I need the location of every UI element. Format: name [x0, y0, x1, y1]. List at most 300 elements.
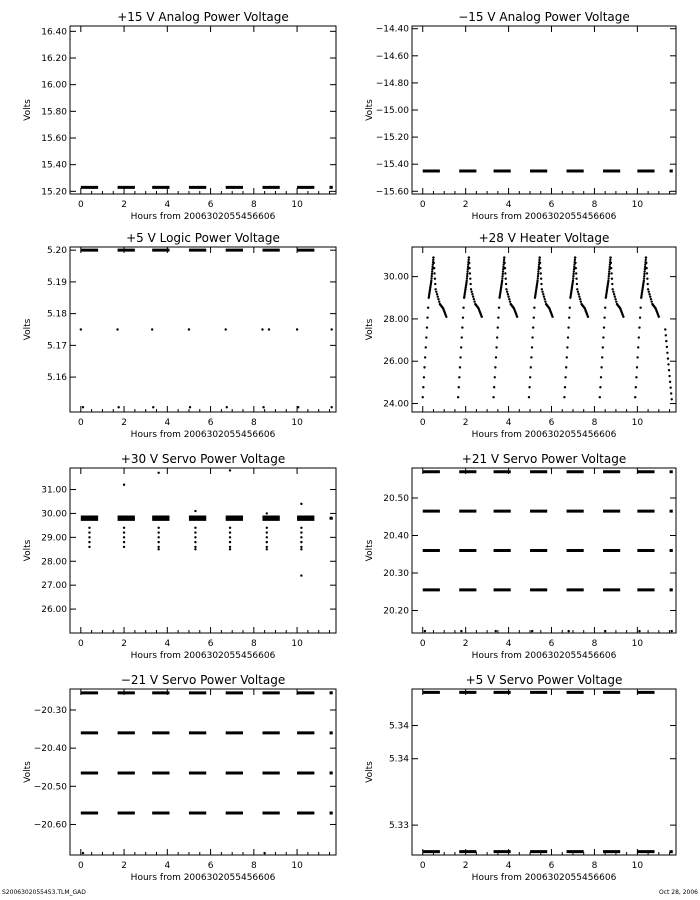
chart-panel-0 [23, 10, 336, 222]
drip-point [300, 531, 302, 533]
data-series [422, 256, 673, 400]
drip-point [88, 546, 90, 548]
heater-point [646, 272, 648, 274]
heater-point [537, 270, 539, 272]
chart-panel-5 [365, 452, 676, 661]
y-tick-label: 5.18 [46, 309, 67, 320]
heater-point [609, 259, 611, 261]
heater-point [435, 291, 437, 293]
heater-point [572, 277, 574, 279]
heater-point [437, 296, 439, 298]
heater-point [638, 336, 640, 338]
heater-point [468, 256, 470, 258]
x-tick-label: 4 [505, 418, 512, 428]
heater-point [506, 291, 508, 293]
x-tick-label: 2 [462, 418, 469, 428]
heater-point [540, 278, 542, 280]
heater-point [530, 366, 532, 368]
heater-point [647, 288, 649, 290]
heater-point [600, 366, 602, 368]
heater-point [566, 346, 568, 348]
heater-point [604, 307, 606, 309]
heater-point [503, 256, 505, 258]
heater-point [530, 356, 532, 358]
chart-title: +5 V Servo Power Voltage [465, 673, 623, 687]
y-tick-label: 27.00 [41, 581, 67, 592]
heater-point [466, 273, 468, 275]
data-point [229, 548, 231, 550]
data-point [567, 630, 569, 632]
y-tick-label: 15.80 [41, 107, 67, 118]
heater-point [501, 277, 503, 279]
drip-point [157, 536, 159, 538]
x-tick-label: 10 [291, 418, 303, 428]
heater-point [614, 298, 616, 300]
y-axis-label: Volts [365, 99, 375, 121]
data-point [189, 406, 191, 408]
heater-point [502, 270, 504, 272]
x-tick-label: 0 [419, 861, 426, 871]
heater-point [573, 270, 575, 272]
x-tick-label: 10 [631, 861, 644, 871]
x-tick-label: 10 [291, 861, 303, 871]
data-series [80, 250, 333, 408]
data-series [423, 472, 673, 633]
heater-point [533, 307, 535, 309]
chart-panel-6 [23, 673, 336, 883]
x-tick-label: 2 [121, 418, 127, 428]
heater-point [667, 357, 669, 359]
heater-point [504, 272, 506, 274]
heater-point [459, 356, 461, 358]
drip-point [300, 536, 302, 538]
x-tick-label: 10 [631, 418, 644, 428]
data-point [152, 406, 154, 408]
y-axis-label: Volts [365, 761, 375, 783]
heater-point [671, 398, 673, 400]
drip-point [88, 541, 90, 543]
heater-point [643, 277, 645, 279]
y-axis-label: Volts [23, 539, 33, 562]
heater-point [574, 256, 576, 258]
heater-point [608, 273, 610, 275]
x-tick-label: 2 [121, 861, 127, 871]
heater-point [638, 326, 640, 328]
x-tick-label: 6 [548, 200, 555, 210]
drip-point [266, 527, 268, 529]
heater-point [432, 256, 434, 258]
x-axis-label: Hours from 2006302055456606 [130, 212, 276, 222]
heater-point [537, 277, 539, 279]
data-point [330, 328, 332, 330]
heater-point [569, 307, 571, 309]
heater-point [458, 386, 460, 388]
drip-point [123, 531, 125, 533]
y-tick-label: 15.60 [41, 134, 67, 144]
y-tick-label: 28.00 [41, 557, 67, 568]
heater-point [466, 270, 468, 272]
heater-point [610, 262, 612, 264]
heater-point [610, 267, 612, 269]
heater-point [507, 293, 509, 295]
chart-panel-7 [365, 673, 676, 883]
heater-point [643, 273, 645, 275]
y-tick-label: 20.30 [383, 569, 409, 579]
heater-point [607, 277, 609, 279]
heater-point [433, 272, 435, 274]
drip-point [229, 536, 231, 538]
heater-point [636, 356, 638, 358]
x-tick-label: 4 [164, 200, 171, 210]
heater-point [537, 273, 539, 275]
heater-point [603, 316, 605, 318]
y-tick-label: 30.00 [41, 509, 67, 520]
heater-point [639, 316, 641, 318]
heater-point [574, 262, 576, 264]
y-tick-label: 31.00 [41, 485, 67, 496]
y-tick-label: −14.80 [375, 78, 409, 89]
heater-point [431, 273, 433, 275]
drip-point [123, 541, 125, 543]
heater-point [622, 316, 624, 318]
x-tick-label: 2 [462, 200, 469, 210]
x-tick-label: 8 [250, 861, 257, 871]
data-point [151, 328, 153, 330]
heater-point [603, 326, 605, 328]
heater-point [497, 326, 499, 328]
heater-point [645, 267, 647, 269]
heater-point [579, 298, 581, 300]
heater-point [516, 316, 518, 318]
heater-point [502, 273, 504, 275]
data-point [460, 630, 462, 632]
data-point [116, 328, 118, 330]
y-tick-label: 20.20 [383, 606, 409, 617]
heater-point [496, 336, 498, 338]
heater-point [528, 386, 530, 388]
heater-point [540, 272, 542, 274]
heater-point [563, 396, 565, 398]
x-tick-label: 4 [164, 861, 171, 871]
y-tick-label: 16.40 [41, 27, 67, 38]
heater-point [433, 262, 435, 264]
heater-point [494, 366, 496, 368]
heater-point [540, 283, 542, 285]
chart-panel-4 [23, 452, 336, 661]
x-tick-label: 4 [505, 639, 512, 649]
data-point [531, 630, 533, 632]
y-tick-label: −15.00 [375, 106, 409, 116]
y-tick-label: −15.40 [375, 160, 409, 171]
heater-point [541, 291, 543, 293]
heater-point [615, 300, 617, 302]
heater-point [647, 283, 649, 285]
chart-title: +30 V Servo Power Voltage [120, 452, 286, 466]
heater-point [601, 356, 603, 358]
heater-point [576, 283, 578, 285]
heater-point [508, 298, 510, 300]
heater-point [509, 300, 511, 302]
drip-point [123, 536, 125, 538]
heater-point [602, 336, 604, 338]
drip-point [123, 527, 125, 529]
heater-point [498, 307, 500, 309]
y-tick-label: −20.60 [33, 820, 67, 831]
chart-title: +15 V Analog Power Voltage [117, 10, 289, 24]
y-tick-label: 15.20 [41, 187, 67, 198]
plot-frame [70, 468, 336, 633]
heater-point [646, 278, 648, 280]
heater-point [637, 346, 639, 348]
heater-point [544, 298, 546, 300]
chart-title: +5 V Logic Power Voltage [126, 231, 280, 245]
drip-point [157, 531, 159, 533]
data-point [268, 328, 270, 330]
drip-point [300, 546, 302, 548]
heater-point [578, 296, 580, 298]
x-tick-label: 0 [77, 861, 84, 871]
drip-point [300, 527, 302, 529]
y-tick-label: 30.00 [383, 272, 409, 283]
drip-point [229, 541, 231, 543]
x-tick-label: 6 [207, 418, 214, 428]
heater-point [564, 376, 566, 378]
heater-point [665, 334, 667, 336]
heater-point [458, 376, 460, 378]
heater-point [504, 267, 506, 269]
x-tick-label: 0 [419, 418, 426, 428]
data-point [424, 630, 426, 632]
x-tick-label: 4 [505, 200, 512, 210]
x-tick-label: 0 [77, 639, 84, 649]
x-tick-label: 0 [77, 200, 84, 210]
x-axis-label: Hours from 2006302055456606 [471, 212, 617, 222]
heater-point [668, 369, 670, 371]
x-tick-label: 0 [419, 639, 426, 649]
heater-point [635, 386, 637, 388]
heater-point [503, 262, 505, 264]
drip-point [266, 541, 268, 543]
heater-point [430, 277, 432, 279]
y-tick-label: 28.00 [383, 314, 409, 325]
heater-point [466, 277, 468, 279]
heater-point [670, 392, 672, 394]
x-tick-label: 10 [631, 639, 644, 649]
heater-point [431, 275, 433, 277]
heater-point [666, 346, 668, 348]
heater-point [497, 316, 499, 318]
heater-point [529, 376, 531, 378]
heater-point [635, 376, 637, 378]
drip-point [157, 527, 159, 529]
data-point [300, 548, 302, 550]
x-tick-label: 6 [548, 418, 555, 428]
data-point [330, 406, 332, 408]
drip-point [88, 531, 90, 533]
heater-point [580, 300, 582, 302]
y-tick-label: 16.00 [41, 80, 67, 91]
chart-title: +21 V Servo Power Voltage [461, 452, 627, 466]
plot-frame [412, 689, 676, 855]
x-tick-label: 2 [462, 861, 469, 871]
y-tick-label: −14.60 [375, 51, 409, 62]
heater-point [424, 356, 426, 358]
heater-point [457, 396, 459, 398]
heater-point [461, 326, 463, 328]
heater-point [567, 326, 569, 328]
heater-point [470, 288, 472, 290]
x-tick-label: 8 [250, 418, 257, 428]
data-point [263, 852, 265, 854]
heater-point [471, 293, 473, 295]
heater-point [664, 328, 666, 330]
data-point [297, 406, 299, 408]
heater-point [650, 298, 652, 300]
y-tick-label: 20.40 [383, 531, 409, 542]
heater-point [436, 293, 438, 295]
heater-point [575, 267, 577, 269]
footer-date: Oct 28, 2006 [659, 889, 698, 896]
drip-point [229, 527, 231, 529]
data-point [604, 630, 606, 632]
y-tick-label: 5.33 [388, 821, 409, 832]
x-tick-label: 8 [250, 200, 257, 210]
heater-point [611, 278, 613, 280]
heater-point [468, 267, 470, 269]
drip-point [229, 531, 231, 533]
heater-point [576, 288, 578, 290]
heater-point [544, 300, 546, 302]
data-point [157, 472, 159, 474]
heater-point [636, 366, 638, 368]
heater-point [469, 272, 471, 274]
heater-point [427, 307, 429, 309]
y-tick-label: 5.20 [46, 246, 67, 257]
heater-point [459, 366, 461, 368]
data-point [296, 328, 298, 330]
drip-point [194, 531, 196, 533]
heater-point [426, 326, 428, 328]
y-axis-label: Volts [23, 318, 33, 341]
heater-point [466, 275, 468, 277]
drip-point [194, 546, 196, 548]
y-tick-label: 5.16 [46, 373, 67, 384]
x-tick-label: 8 [591, 861, 598, 871]
x-tick-label: 8 [591, 200, 598, 210]
data-point [266, 548, 268, 550]
heater-point [666, 352, 668, 354]
heater-point [445, 316, 447, 318]
heater-point [532, 326, 534, 328]
heater-point [537, 275, 539, 277]
heater-point [639, 307, 641, 309]
heater-point [438, 300, 440, 302]
heater-point [566, 356, 568, 358]
heater-point [575, 272, 577, 274]
y-axis-label: Volts [365, 539, 375, 562]
drip-point [157, 546, 159, 548]
heater-point [567, 336, 569, 338]
data-point [82, 406, 84, 408]
x-tick-label: 6 [548, 861, 555, 871]
x-tick-label: 10 [631, 200, 644, 210]
chart-title: −21 V Servo Power Voltage [120, 673, 286, 687]
heater-point [551, 316, 553, 318]
heater-point [494, 376, 496, 378]
data-series [81, 693, 333, 854]
heater-point [434, 288, 436, 290]
heater-point [608, 275, 610, 277]
heater-point [469, 283, 471, 285]
data-point [300, 503, 302, 505]
heater-point [577, 291, 579, 293]
data-point [194, 510, 196, 512]
y-tick-label: 20.50 [383, 494, 409, 504]
data-point [300, 574, 302, 576]
heater-point [564, 386, 566, 388]
data-point [123, 484, 125, 486]
y-axis-label: Volts [365, 318, 375, 341]
y-tick-label: −20.40 [33, 744, 67, 755]
heater-point [667, 363, 669, 365]
heater-point [539, 262, 541, 264]
x-tick-label: 4 [164, 639, 171, 649]
heater-point [645, 262, 647, 264]
x-tick-label: 0 [419, 200, 426, 210]
drip-point [88, 527, 90, 529]
heater-point [539, 256, 541, 258]
x-tick-label: 4 [505, 861, 512, 871]
heater-point [614, 296, 616, 298]
heater-point [648, 293, 650, 295]
heater-point [577, 293, 579, 295]
data-point [638, 630, 640, 632]
heater-point [611, 283, 613, 285]
drip-point [194, 541, 196, 543]
heater-point [462, 307, 464, 309]
heater-point [505, 278, 507, 280]
heater-point [425, 346, 427, 348]
heater-point [541, 288, 543, 290]
heater-point [658, 316, 660, 318]
heater-point [648, 291, 650, 293]
data-point [188, 328, 190, 330]
heater-point [572, 273, 574, 275]
heater-point [568, 316, 570, 318]
heater-point [434, 283, 436, 285]
heater-point [669, 386, 671, 388]
chart-title: −15 V Analog Power Voltage [458, 10, 630, 24]
x-axis-label: Hours from 2006302055456606 [471, 651, 617, 661]
heater-point [643, 275, 645, 277]
heater-point [538, 259, 540, 261]
drip-point [88, 536, 90, 538]
x-axis-label: Hours from 2006302055456606 [130, 651, 276, 661]
data-point [266, 512, 268, 514]
heater-point [533, 316, 535, 318]
heater-point [665, 340, 667, 342]
heater-point [607, 280, 609, 282]
heater-point [649, 296, 651, 298]
y-tick-label: 26.00 [383, 357, 409, 368]
y-tick-label: 5.19 [46, 277, 67, 288]
footer-filename: S2006302055453.TLM_GAD [2, 889, 86, 896]
chart-panel-3 [365, 231, 676, 440]
heater-point [611, 288, 613, 290]
x-tick-label: 4 [164, 418, 171, 428]
heater-point [505, 283, 507, 285]
data-point [226, 406, 228, 408]
